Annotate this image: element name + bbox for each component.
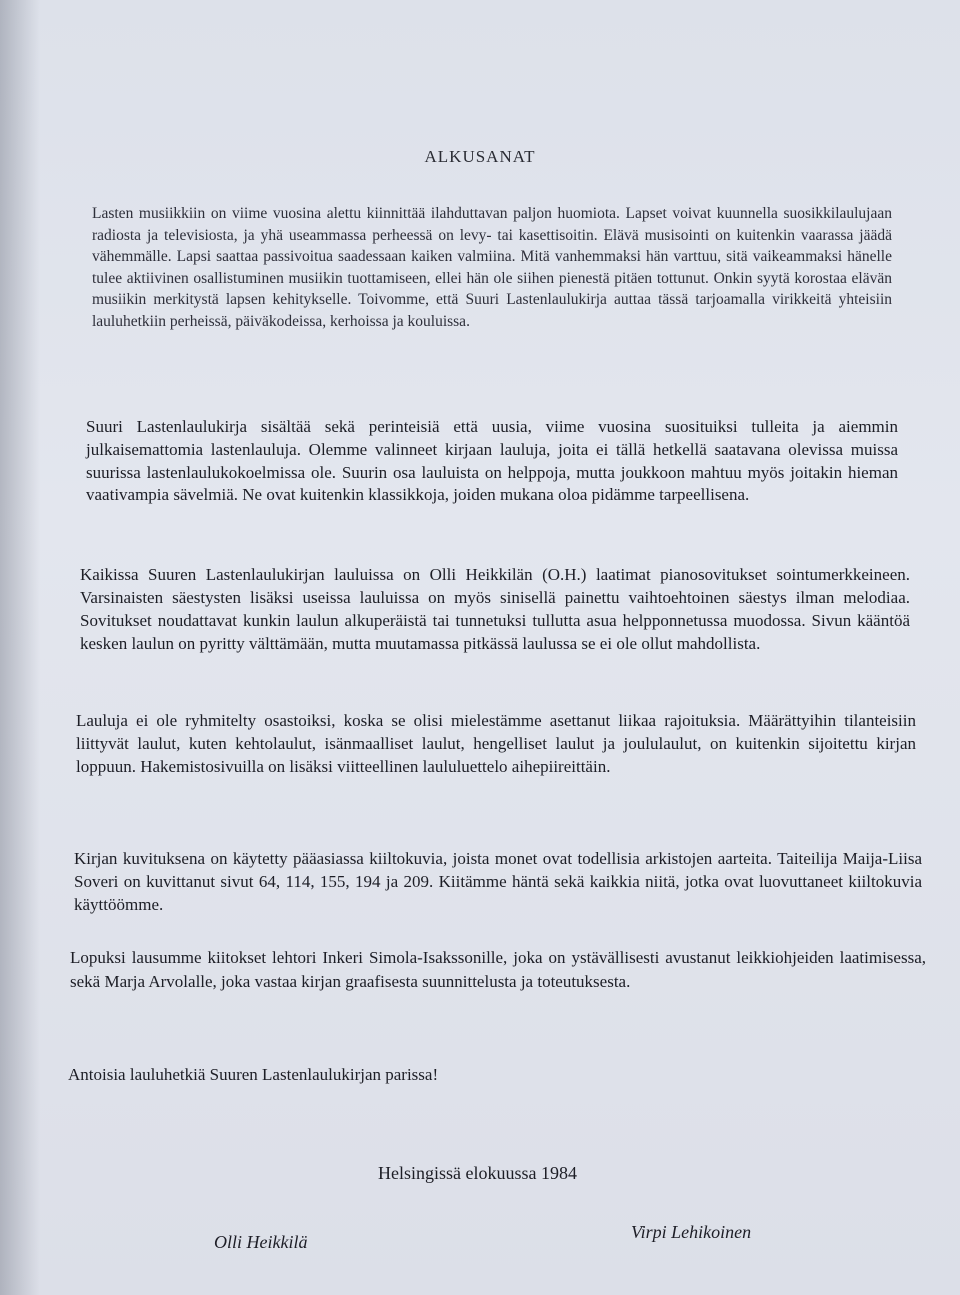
paragraph-illustrations: Kirjan kuvituksena on käytetty pääasiassa kiiltokuvia, joista monet ovat todellisia arkistojen aarteita. Taiteilija Maija-Liisa Soveri on kuvittanut sivut 64, 114, 155, 194 ja 209. Kiitämme häntä sekä kaikkia niitä, jotka ovat luovuttaneet kiiltokuvia käyttöömme. (74, 849, 922, 914)
paragraph-arrangements: Kaikissa Suuren Lastenlaulukirjan lauluissa on Olli Heikkilän (O.H.) laatimat pianosovitukset sointumerkkeineen. Varsinaisten säestysten lisäksi useissa lauluissa on myös sinisellä painettu vaihtoehtoinen säestys ilman melodiaa. Sovitukset noudattavat kunkin laulun alkuperäistä tai tunnetuksi tullutta asua helpponnetussa muodossa. Sivun kääntöä kesken laulun on pyritty välttämään, mutta muutamassa pitkässä laulussa se ei ole ollut mahdollista. (80, 565, 910, 653)
signature-author-1: Olli Heikkilä (214, 1232, 308, 1252)
signature-author-2: Virpi Lehikoinen (631, 1222, 752, 1242)
paragraph-acknowledgements: Lopuksi lausumme kiitokset lehtori Inkeri Simola-Isakssonille, joka on ystävällisesti avustanut leikkiohjeiden laatimisessa, sekä Marja Arvolalle, joka vastaa kirjan graafisesta suunnittelusta ja toteutuksesta. (70, 948, 926, 991)
paragraph-contents: Suuri Lastenlaulukirja sisältää sekä perinteisiä että uusia, viime vuosina suosituiksi tulleita ja aiemmin julkaisemattomia lastenlauluja. Olemme valinneet kirjaan lauluja, joita ei tällä hetkellä saatavana olevissa muissa suurissa lastenlaulukokoelmissa ole. Suurin osa lauluista on helppoja, mutta joukkoon mahtuu myös joitakin hieman vaativampia sävelmiä. Ne ovat kuitenkin klassikkoja, joiden mukana oloa pidämme tarpeellisena. (86, 417, 898, 505)
dateline: Helsingissä elokuussa 1984 (378, 1163, 577, 1183)
page-title: ALKUSANAT (424, 147, 536, 166)
paragraph-organization: Lauluja ei ole ryhmitelty osastoiksi, koska se olisi mielestämme asettanut liikaa rajoituksia. Määrättyihin tilanteisiin liittyvät laulut, kuten kehtolaulut, isänmaalliset laulut, hengelliset laulut ja joululaulut, on kuitenkin sijoitettu kirjan loppuun. Hakemistosivuilla on lisäksi viitteellinen laululuettelo aihepiireittäin. (76, 711, 916, 776)
page-edge-shadow (0, 0, 40, 1295)
paragraph-intro: Lasten musiikkiin on viime vuosina alettu kiinnittää ilahduttavan paljon huomiota. Lapset voivat kuunnella suosikkilaulujaan radiosta ja televisiosta, ja yhä useammassa perheessä on levy- tai kasettisoitin. Elävä musisointi on kuitenkin vaarassa jäädä vähemmälle. Lapsi saattaa passivoitua saadessaan kaiken valmiina. Mitä vanhemmaksi hän varttuu, sitä vaikeammaksi hänelle tulee aktiivinen osallistuminen musiikin tuottamiseen, ellei hän ole siihen pienestä pitäen tottunut. Onkin syytä korostaa elävän musiikin merkitystä lapsen kehitykselle. Toivomme, että Suuri Lastenlaulukirja auttaa tässä tarjoamalla virikkeitä yhteisiin lauluhetkiin perheissä, päiväkodeissa, kerhoissa ja kouluissa. (92, 205, 892, 330)
paragraph-closing: Antoisia lauluhetkiä Suuren Lastenlaulukirjan parissa! (68, 1065, 439, 1084)
